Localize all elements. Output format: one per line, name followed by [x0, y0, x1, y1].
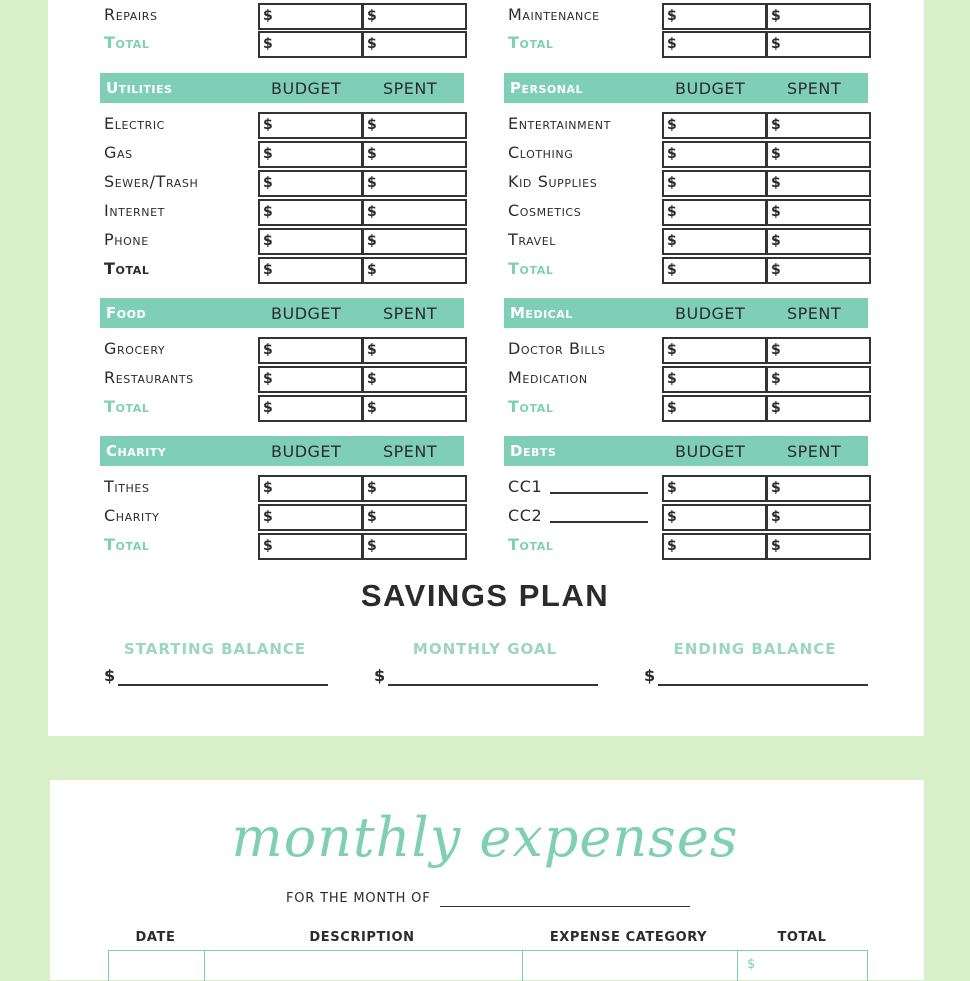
monthly-goal-currency: $ — [374, 666, 386, 685]
utilities-spent-col: SPENT — [383, 78, 438, 98]
right-top-total-spent-field[interactable] — [766, 31, 871, 58]
currency-sign: $ — [771, 233, 781, 249]
food-spent-col: SPENT — [383, 303, 438, 323]
currency-sign: $ — [771, 8, 781, 24]
food-item-1-budget-field[interactable] — [258, 366, 363, 393]
currency-sign: $ — [263, 400, 273, 416]
utilities-item-1-label: Gas — [104, 143, 133, 162]
currency-sign: $ — [771, 204, 781, 220]
monthly-expenses-title: monthly expenses — [231, 806, 739, 869]
currency-sign: $ — [367, 204, 377, 220]
starting-balance-label: STARTING BALANCE — [123, 640, 307, 658]
currency-sign: $ — [667, 262, 677, 278]
currency-sign: $ — [667, 342, 677, 358]
debts-item-1-label: CC2 — [508, 506, 543, 525]
utilities-item-3-budget-field[interactable] — [258, 199, 363, 226]
personal-total-label: Total — [508, 259, 554, 278]
currency-sign: $ — [263, 342, 273, 358]
debts-budget-col: BUDGET — [675, 441, 746, 461]
header-description: DESCRIPTION — [309, 930, 415, 945]
debts-header — [504, 436, 868, 466]
left-top-total-label: Total — [104, 33, 150, 52]
personal-item-3-budget-field[interactable] — [662, 199, 767, 226]
right-top-total-budget-field[interactable] — [662, 31, 767, 58]
debts-spent-col: SPENT — [787, 441, 842, 461]
currency-sign: $ — [263, 36, 273, 52]
debts-total-spent-field[interactable] — [766, 533, 871, 560]
utilities-total-label: Total — [104, 259, 150, 278]
currency-sign: $ — [367, 509, 377, 525]
currency-sign: $ — [667, 233, 677, 249]
debts-total-label: Total — [508, 535, 554, 554]
charity-item-0-label: Tithes — [104, 477, 150, 496]
personal-item-3-label: Cosmetics — [508, 201, 582, 220]
utilities-item-0-label: Electric — [104, 114, 165, 133]
food-item-1-label: Restaurants — [104, 368, 194, 387]
left-top-total-spent-field[interactable] — [362, 31, 467, 58]
medical-total-budget-field[interactable] — [662, 395, 767, 422]
personal-item-0-label: Entertainment — [508, 114, 611, 133]
currency-sign: $ — [667, 400, 677, 416]
currency-sign: $ — [667, 175, 677, 191]
utilities-item-2-label: Sewer/Trash — [104, 172, 199, 191]
utilities-item-2-spent-field[interactable] — [362, 170, 467, 197]
utilities-item-4-spent-field[interactable] — [362, 228, 467, 255]
left-top-total-budget-field[interactable] — [258, 31, 363, 58]
currency-sign: $ — [263, 509, 273, 525]
currency-sign: $ — [771, 117, 781, 133]
currency-sign: $ — [367, 8, 377, 24]
food-total-spent-field[interactable] — [362, 395, 467, 422]
personal-total-budget-field[interactable] — [662, 257, 767, 284]
charity-item-0-budget-field[interactable] — [258, 475, 363, 502]
currency-sign: $ — [771, 538, 781, 554]
personal-item-2-spent-field[interactable] — [766, 170, 871, 197]
currency-sign: $ — [367, 175, 377, 191]
currency-sign: $ — [367, 400, 377, 416]
currency-sign: $ — [263, 204, 273, 220]
personal-header — [504, 73, 868, 103]
utilities-item-1-spent-field[interactable] — [362, 141, 467, 168]
charity-title: Charity — [106, 442, 167, 460]
currency-sign: $ — [771, 342, 781, 358]
food-header — [100, 298, 464, 328]
currency-sign: $ — [263, 146, 273, 162]
repairs-spent-field[interactable] — [362, 3, 467, 30]
medical-total-spent-field[interactable] — [766, 395, 871, 422]
medical-header — [504, 298, 868, 328]
currency-sign: $ — [263, 233, 273, 249]
personal-item-4-spent-field[interactable] — [766, 228, 871, 255]
currency-sign: $ — [367, 538, 377, 554]
currency-sign: $ — [263, 371, 273, 387]
charity-item-1-budget-field[interactable] — [258, 504, 363, 531]
maintenance-spent-field[interactable] — [766, 3, 871, 30]
currency-sign: $ — [263, 262, 273, 278]
header-category: EXPENSE CATEGORY — [549, 930, 708, 945]
utilities-item-4-label: Phone — [104, 230, 149, 249]
starting-balance-field[interactable] — [118, 684, 328, 686]
medical-item-0-spent-field[interactable] — [766, 337, 871, 364]
medical-item-1-label: Medication — [508, 368, 588, 387]
currency-sign: $ — [263, 8, 273, 24]
food-total-budget-field[interactable] — [258, 395, 363, 422]
for-month-field[interactable] — [440, 906, 690, 907]
personal-title: Personal — [510, 79, 583, 97]
currency-sign: $ — [771, 371, 781, 387]
cc1-name-field[interactable] — [550, 492, 648, 494]
food-item-1-spent-field[interactable] — [362, 366, 467, 393]
currency-sign: $ — [367, 371, 377, 387]
utilities-item-4-budget-field[interactable] — [258, 228, 363, 255]
personal-item-0-budget-field[interactable] — [662, 112, 767, 139]
currency-sign: $ — [667, 117, 677, 133]
debts-item-0-label: CC1 — [508, 477, 543, 496]
utilities-title: Utilities — [106, 79, 173, 97]
cc2-name-field[interactable] — [550, 521, 648, 523]
utilities-item-1-budget-field[interactable] — [258, 141, 363, 168]
medical-title: Medical — [510, 304, 573, 322]
currency-sign: $ — [263, 117, 273, 133]
header-date: DATE — [135, 930, 176, 945]
medical-total-label: Total — [508, 397, 554, 416]
maintenance-budget-field[interactable] — [662, 3, 767, 30]
right-top-total-label: Total — [508, 33, 554, 52]
debts-item-0-budget-field[interactable] — [662, 475, 767, 502]
personal-item-3-spent-field[interactable] — [766, 199, 871, 226]
utilities-total-spent-field[interactable] — [362, 257, 467, 284]
currency-sign: $ — [667, 8, 677, 24]
repairs-label: Repairs — [104, 5, 158, 24]
currency-sign: $ — [771, 36, 781, 52]
personal-budget-col: BUDGET — [675, 78, 746, 98]
food-item-0-label: Grocery — [104, 339, 166, 358]
debts-item-0-spent-field[interactable] — [766, 475, 871, 502]
charity-item-1-label: Charity — [104, 506, 160, 525]
charity-item-1-spent-field[interactable] — [362, 504, 467, 531]
maintenance-label: Maintenance — [508, 5, 600, 24]
currency-sign: $ — [771, 146, 781, 162]
for-month-label: FOR THE MONTH OF — [286, 891, 431, 906]
currency-sign: $ — [667, 204, 677, 220]
personal-item-1-budget-field[interactable] — [662, 141, 767, 168]
expenses-table — [108, 950, 868, 981]
debts-item-1-spent-field[interactable] — [766, 504, 871, 531]
currency-sign: $ — [367, 480, 377, 496]
currency-sign: $ — [367, 262, 377, 278]
currency-sign: $ — [263, 480, 273, 496]
charity-total-label: Total — [104, 535, 150, 554]
charity-budget-col: BUDGET — [271, 441, 342, 461]
personal-item-1-label: Clothing — [508, 143, 574, 162]
currency-sign: $ — [771, 400, 781, 416]
currency-sign: $ — [771, 509, 781, 525]
currency-sign: $ — [367, 233, 377, 249]
personal-spent-col: SPENT — [787, 78, 842, 98]
personal-item-4-label: Travel — [508, 230, 556, 249]
currency-sign: $ — [367, 36, 377, 52]
currency-sign: $ — [771, 175, 781, 191]
utilities-header — [100, 73, 464, 103]
currency-sign: $ — [667, 146, 677, 162]
currency-sign: $ — [667, 371, 677, 387]
savings-plan-title: SAVINGS PLAN — [360, 578, 610, 613]
ending-balance-currency: $ — [644, 666, 656, 685]
currency-sign: $ — [367, 342, 377, 358]
food-budget-col: BUDGET — [271, 303, 342, 323]
utilities-item-3-label: Internet — [104, 201, 165, 220]
ending-balance-field[interactable] — [658, 684, 868, 686]
currency-sign: $ — [771, 480, 781, 496]
currency-sign: $ — [263, 175, 273, 191]
medical-item-1-spent-field[interactable] — [766, 366, 871, 393]
medical-spent-col: SPENT — [787, 303, 842, 323]
debts-item-1-budget-field[interactable] — [662, 504, 767, 531]
charity-item-0-spent-field[interactable] — [362, 475, 467, 502]
total-currency: $ — [747, 957, 756, 972]
medical-item-0-budget-field[interactable] — [662, 337, 767, 364]
utilities-budget-col: BUDGET — [271, 78, 342, 98]
utilities-item-3-spent-field[interactable] — [362, 199, 467, 226]
medical-budget-col: BUDGET — [675, 303, 746, 323]
charity-total-budget-field[interactable] — [258, 533, 363, 560]
personal-item-2-label: Kid Supplies — [508, 172, 598, 191]
food-item-0-spent-field[interactable] — [362, 337, 467, 364]
currency-sign: $ — [263, 538, 273, 554]
charity-total-spent-field[interactable] — [362, 533, 467, 560]
currency-sign: $ — [667, 36, 677, 52]
food-total-label: Total — [104, 397, 150, 416]
currency-sign: $ — [367, 146, 377, 162]
debts-title: Debts — [510, 442, 557, 460]
ending-balance-label: ENDING BALANCE — [673, 640, 837, 658]
utilities-item-0-budget-field[interactable] — [258, 112, 363, 139]
food-title: Food — [106, 304, 147, 322]
food-item-0-budget-field[interactable] — [258, 337, 363, 364]
monthly-goal-label: MONTHLY GOAL — [412, 640, 558, 658]
monthly-goal-field[interactable] — [388, 684, 598, 686]
header-total: TOTAL — [777, 930, 827, 945]
medical-item-0-label: Doctor Bills — [508, 339, 606, 358]
medical-item-1-budget-field[interactable] — [662, 366, 767, 393]
personal-item-0-spent-field[interactable] — [766, 112, 871, 139]
currency-sign: $ — [771, 262, 781, 278]
utilities-item-2-budget-field[interactable] — [258, 170, 363, 197]
currency-sign: $ — [367, 117, 377, 133]
starting-balance-currency: $ — [104, 666, 116, 685]
currency-sign: $ — [667, 480, 677, 496]
utilities-total-budget-field[interactable] — [258, 257, 363, 284]
debts-total-budget-field[interactable] — [662, 533, 767, 560]
charity-spent-col: SPENT — [383, 441, 438, 461]
utilities-item-0-spent-field[interactable] — [362, 112, 467, 139]
personal-item-4-budget-field[interactable] — [662, 228, 767, 255]
personal-total-spent-field[interactable] — [766, 257, 871, 284]
repairs-budget-field[interactable] — [258, 3, 363, 30]
personal-item-2-budget-field[interactable] — [662, 170, 767, 197]
charity-header — [100, 436, 464, 466]
currency-sign: $ — [667, 509, 677, 525]
currency-sign: $ — [667, 538, 677, 554]
personal-item-1-spent-field[interactable] — [766, 141, 871, 168]
